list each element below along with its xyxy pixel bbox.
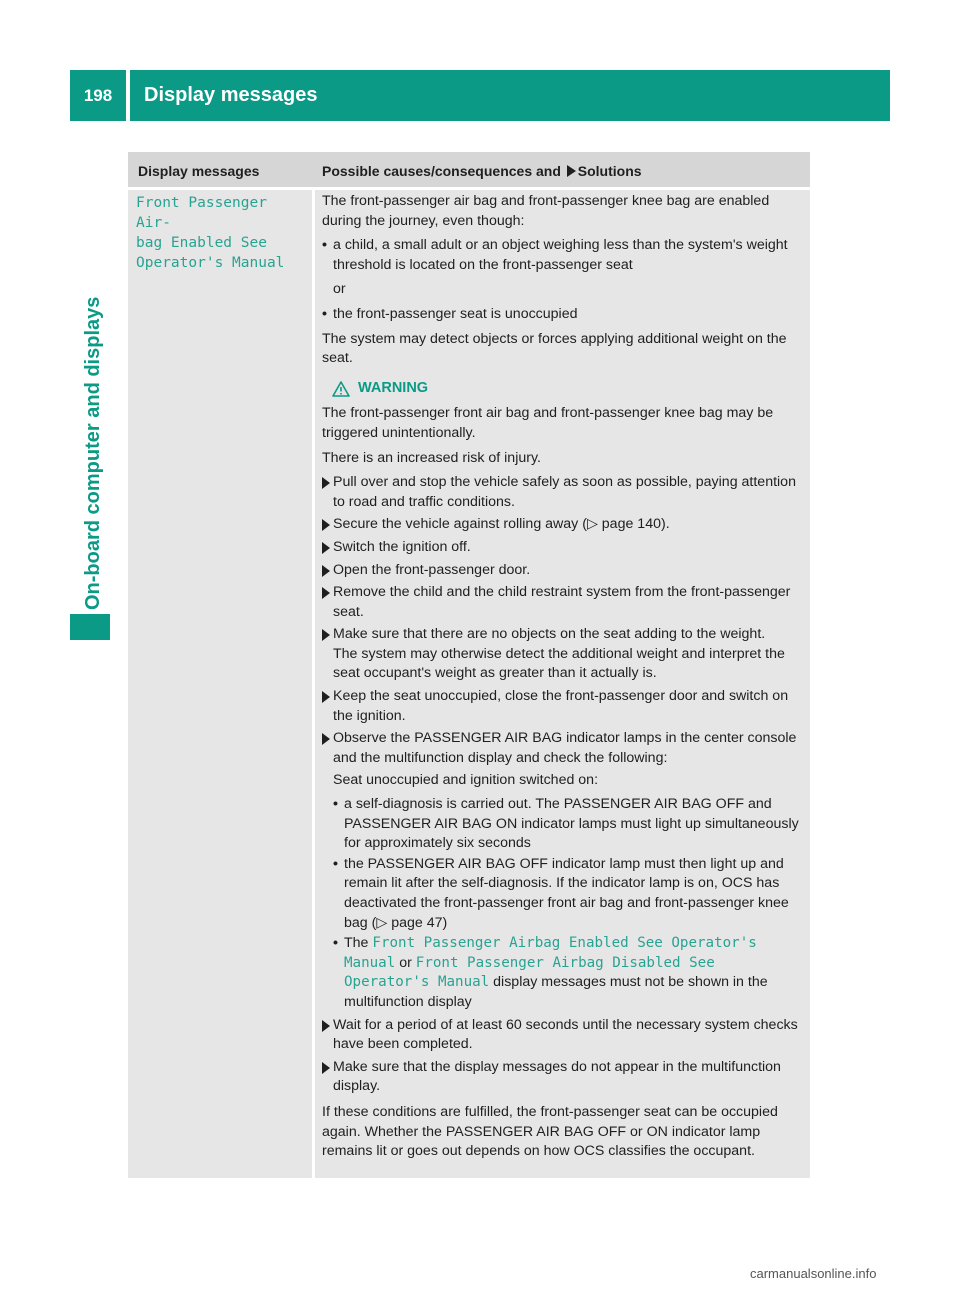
message-word-air: Air‐ — [136, 215, 171, 231]
chapter-tab-marker — [70, 614, 110, 640]
list-item — [322, 236, 802, 275]
page-ref-icon: ▷ — [376, 914, 392, 931]
bullet-icon: • — [322, 237, 327, 254]
step-arrow-icon — [322, 565, 330, 577]
step-arrow-icon — [322, 477, 330, 489]
check-text: or — [399, 954, 412, 971]
check-text: the PASSENGER AIR BAG OFF indicator lamp must then light up and remain lit after the self-diagnosis. If the indicator lamp is on, OCS has deactivated the front-passenger front air bag and front-passenger knee bag ( — [344, 855, 789, 931]
step-item — [322, 687, 802, 726]
step-arrow-icon — [322, 691, 330, 703]
row-separator — [128, 187, 810, 190]
message-line-1 — [136, 193, 308, 233]
table-header — [128, 152, 810, 187]
warning-text: The front-passenger front air bag and front-passenger knee bag may be triggered unintentionally. — [322, 405, 774, 441]
header-suffix: Solutions — [577, 163, 642, 179]
message-line-2: bag Enabled See — [136, 235, 267, 251]
display-message-disabled: Front Passenger Airbag Disabled See Operator's Manual — [344, 954, 715, 991]
bullet-icon: • — [322, 305, 327, 322]
step-text: Keep the seat unoccupied, close the front-passenger door and switch on the ignition. — [333, 688, 789, 724]
step-text: Switch the ignition off. — [333, 538, 471, 555]
step-arrow-icon — [322, 519, 330, 531]
risk-text: There is an increased risk of injury. — [322, 449, 541, 466]
header-prefix: Possible causes/consequences and — [322, 163, 561, 179]
display-message-enabled: Front Passenger Airbag Enabled See Operator's Manual — [344, 935, 757, 971]
step-text: Observe the PASSENGER AIR BAG indicator lamps in the center console and the multifunction display and check the following: — [333, 730, 797, 766]
step-note: The system may otherwise detect the additional weight and interpret the seat occupant's weight as greater than it actually is. — [333, 645, 785, 682]
page-reference[interactable]: page 47 — [391, 914, 443, 931]
step-item — [322, 625, 802, 684]
bullet-icon: • — [333, 855, 338, 872]
display-messages-table — [128, 152, 810, 1178]
outro-text: If these conditions are fulfilled, the front-passenger seat can be occupied again. Whether the PASSENGER AIR BAG OFF or ON indicator lamp remains lit or goes out depends on how OCS classifies the occupant. — [322, 1103, 778, 1160]
page-ref-icon: ▷ — [586, 516, 602, 533]
step-arrow-icon — [322, 629, 330, 641]
step-item — [322, 1016, 802, 1055]
message-word-passenger: Passenger — [188, 195, 267, 211]
check-list — [322, 771, 802, 1012]
detect-note: The system may detect objects or forces applying additional weight on the seat. — [322, 330, 787, 367]
check-text: The — [344, 935, 369, 952]
check-text-end: ) — [442, 914, 448, 931]
step-text: Open the front-passenger door. — [333, 561, 531, 578]
chapter-tab-label: On-board computer and displays — [82, 296, 104, 610]
step-text: Make sure that the display messages do not appear in the multifunction display. — [333, 1058, 781, 1095]
step-text-end: ). — [660, 516, 670, 533]
message-word-front: Front — [136, 195, 180, 211]
step-item — [322, 473, 802, 512]
page-title: Display messages — [144, 84, 318, 106]
step-arrow-icon — [322, 1062, 330, 1074]
step-text: Pull over and stop the vehicle safely as soon as possible, paying attention to road and traffic conditions. — [333, 474, 796, 510]
display-message-cell — [136, 193, 308, 273]
list-item — [333, 855, 802, 933]
step-text: Make sure that there are no objects on the seat adding to the weight. — [333, 626, 766, 643]
seat-unoccupied-text: Seat unoccupied and ignition switched on: — [333, 772, 599, 789]
step-text: Wait for a period of at least 60 seconds until the necessary system checks have been completed. — [333, 1016, 798, 1053]
or-text: or — [333, 281, 346, 298]
watermark: carmanualsonline.info — [750, 1266, 877, 1281]
solution-arrow-icon — [567, 165, 576, 177]
step-arrow-icon — [322, 542, 330, 554]
step-item — [322, 1058, 802, 1097]
header-divider — [126, 70, 130, 121]
step-text: Remove the child and the child restraint system from the front-passenger seat. — [333, 584, 791, 620]
condition-text: the front-passenger seat is unoccupied — [333, 305, 578, 322]
message-line-3: Operator's Manual — [136, 255, 285, 271]
column-divider — [312, 187, 315, 1178]
step-item — [322, 561, 802, 581]
step-arrow-icon — [322, 587, 330, 599]
warning-triangle-icon — [332, 381, 350, 397]
causes-solutions-cell — [322, 192, 802, 1167]
check-text: a self-diagnosis is carried out. The PASSENGER AIR BAG OFF and PASSENGER AIR BAG ON indicator lamps must light up simultaneously for approximately six seconds — [344, 796, 799, 852]
bullet-icon: • — [333, 935, 338, 952]
step-arrow-icon — [322, 733, 330, 745]
page-header — [70, 70, 890, 121]
step-item — [322, 515, 802, 535]
page-reference[interactable]: page 140 — [601, 516, 661, 533]
check-text: display messages must not be shown in the multifunction display — [344, 974, 768, 1010]
step-item — [322, 583, 802, 622]
page-number: 198 — [83, 86, 113, 105]
step-item — [322, 729, 802, 768]
column-header-display-messages: Display messages — [138, 163, 260, 179]
intro-text: The front-passenger air bag and front-passenger knee bag are enabled during the journey, even though: — [322, 193, 770, 229]
step-text: Secure the vehicle against rolling away ( — [333, 516, 587, 533]
list-item — [322, 305, 802, 325]
bullet-icon: • — [333, 796, 338, 813]
condition-text: a child, a small adult or an object weighing less than the system's weight threshold is located on the front-passenger seat — [333, 237, 788, 273]
list-item — [333, 795, 802, 854]
column-header-causes-solutions — [322, 152, 642, 187]
list-item — [333, 934, 802, 1012]
warning-heading — [322, 379, 802, 399]
step-arrow-icon — [322, 1020, 330, 1032]
warning-label: WARNING — [358, 379, 429, 396]
step-item — [322, 538, 802, 558]
